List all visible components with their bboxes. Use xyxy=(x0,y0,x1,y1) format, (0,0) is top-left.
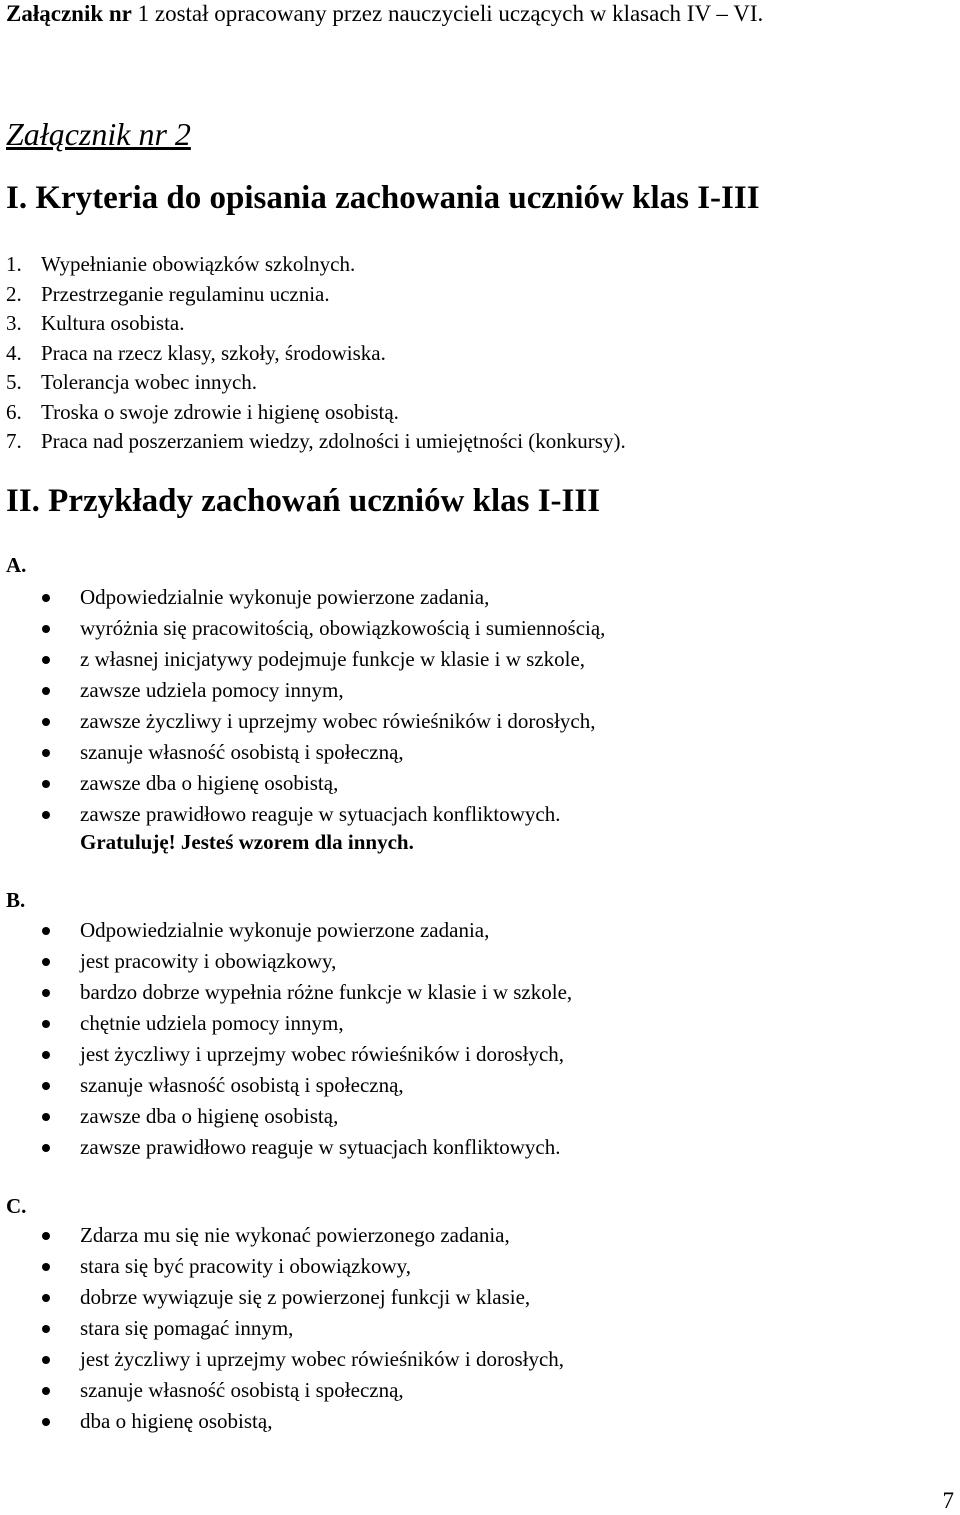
list-item xyxy=(38,706,605,737)
bullet-icon xyxy=(42,1418,50,1426)
list-item xyxy=(38,1101,572,1132)
bullet-icon xyxy=(42,1263,50,1271)
group-c-letter: C. xyxy=(6,1194,27,1218)
group-a-note: Gratuluję! Jesteś wzorem dla innych. xyxy=(80,830,414,854)
criteria-text: Kultura osobista. xyxy=(41,311,185,335)
bullet-icon xyxy=(42,1113,50,1121)
list-item-text: stara się być pracowity i obowiązkowy, xyxy=(80,1254,412,1278)
list-item xyxy=(38,1220,564,1251)
list-item xyxy=(38,737,605,768)
bullet-icon xyxy=(42,1051,50,1059)
section-2-heading: II. Przykłady zachowań uczniów klas I-III xyxy=(6,483,601,519)
list-item xyxy=(38,977,572,1008)
list-item xyxy=(38,1251,564,1282)
list-item-text: zawsze dba o higienę osobistą, xyxy=(80,771,339,795)
bullet-icon xyxy=(42,780,50,788)
criteria-item xyxy=(6,339,626,369)
list-item-text: jest życzliwy i uprzejmy wobec rówieśników i dorosłych, xyxy=(80,1042,565,1066)
bullet-icon xyxy=(42,749,50,757)
list-item xyxy=(38,613,605,644)
group-b-list xyxy=(38,915,572,1163)
list-item-text: dobrze wywiązuje się z powierzonej funkcji w klasie, xyxy=(80,1285,531,1309)
list-item-text: stara się pomagać innym, xyxy=(80,1316,294,1340)
list-item xyxy=(38,1406,564,1437)
list-item-text: z własnej inicjatywy podejmuje funkcje w klasie i w szkole, xyxy=(80,647,586,671)
bullet-icon xyxy=(42,625,50,633)
bullet-icon xyxy=(42,656,50,664)
intro-line xyxy=(6,0,763,28)
list-item-text: Odpowiedzialnie wykonuje powierzone zadania, xyxy=(80,918,490,942)
list-item xyxy=(38,1132,572,1163)
criteria-number: 4. xyxy=(6,340,22,365)
list-item-text: Zdarza mu się nie wykonać powierzonego zadania, xyxy=(80,1223,510,1247)
criteria-item xyxy=(6,398,626,428)
group-b-letter: B. xyxy=(6,888,26,912)
bullet-icon xyxy=(42,1387,50,1395)
list-item xyxy=(38,1344,564,1375)
bullet-icon xyxy=(42,811,50,819)
bullet-icon xyxy=(42,1020,50,1028)
criteria-number: 3. xyxy=(6,311,22,335)
list-item xyxy=(38,1313,564,1344)
bullet-icon xyxy=(42,1294,50,1302)
criteria-text: Praca na rzecz klasy, szkoły, środowiska. xyxy=(41,340,386,365)
annex-title: Załącznik nr 2 xyxy=(6,116,191,152)
criteria-number: 7. xyxy=(6,429,22,453)
criteria-item xyxy=(6,309,626,339)
list-item-text: zawsze życzliwy i uprzejmy wobec rówieśników i dorosłych, xyxy=(80,709,596,733)
section-1-heading: I. Kryteria do opisania zachowania uczniów klas I-III xyxy=(6,180,760,216)
list-item xyxy=(38,1282,564,1313)
page-number: 7 xyxy=(942,1488,954,1513)
list-item-text: dba o higienę osobistą, xyxy=(80,1409,273,1433)
bullet-icon xyxy=(42,718,50,726)
list-item xyxy=(38,1070,572,1101)
list-item xyxy=(38,799,605,830)
list-item-text: jest pracowity i obowiązkowy, xyxy=(80,949,337,973)
bullet-icon xyxy=(42,594,50,602)
criteria-item xyxy=(6,280,626,310)
list-item-text: zawsze prawidłowo reaguje w sytuacjach konfliktowych. xyxy=(80,1135,561,1159)
list-item-text: szanuje własność osobistą i społeczną, xyxy=(80,740,404,764)
group-a-letter: A. xyxy=(6,553,27,577)
criteria-text: Wypełnianie obowiązków szkolnych. xyxy=(41,252,356,276)
bullet-icon xyxy=(42,958,50,966)
criteria-text: Troska o swoje zdrowie i higienę osobistą. xyxy=(41,399,399,424)
intro-bold: Załącznik nr xyxy=(6,1,132,26)
list-item-text: zawsze prawidłowo reaguje w sytuacjach konfliktowych. xyxy=(80,802,561,826)
list-item-text: zawsze dba o higienę osobistą, xyxy=(80,1104,339,1128)
group-a-list xyxy=(38,582,605,830)
bullet-icon xyxy=(42,1232,50,1240)
list-item xyxy=(38,946,572,977)
criteria-number: 5. xyxy=(6,370,22,394)
criteria-text: Tolerancja wobec innych. xyxy=(41,370,258,394)
list-item xyxy=(38,1375,564,1406)
criteria-text: Praca nad poszerzaniem wiedzy, zdolności i umiejętności (konkursy). xyxy=(41,429,626,453)
list-item-text: szanuje własność osobistą i społeczną, xyxy=(80,1378,404,1402)
list-item-text: wyróżnia się pracowitością, obowiązkowością i sumiennością, xyxy=(80,616,606,640)
bullet-icon xyxy=(42,1325,50,1333)
bullet-icon xyxy=(42,687,50,695)
list-item-text: jest życzliwy i uprzejmy wobec rówieśników i dorosłych, xyxy=(80,1347,565,1371)
intro-rest: 1 został opracowany przez nauczycieli uczących w klasach IV – VI. xyxy=(131,1,764,26)
list-item-text: Odpowiedzialnie wykonuje powierzone zadania, xyxy=(80,585,490,609)
bullet-icon xyxy=(42,1082,50,1090)
list-item xyxy=(38,582,605,613)
list-item xyxy=(38,1008,572,1039)
group-c-list xyxy=(38,1220,564,1437)
criteria-number: 1. xyxy=(6,252,22,276)
criteria-text: Przestrzeganie regulaminu ucznia. xyxy=(41,281,330,306)
list-item-text: chętnie udziela pomocy innym, xyxy=(80,1011,344,1035)
list-item xyxy=(38,675,605,706)
bullet-icon xyxy=(42,989,50,997)
list-item xyxy=(38,1039,572,1070)
criteria-number: 2. xyxy=(6,281,22,306)
list-item xyxy=(38,644,605,675)
list-item xyxy=(38,768,605,799)
criteria-item xyxy=(6,368,626,398)
list-item xyxy=(38,915,572,946)
bullet-icon xyxy=(42,927,50,935)
criteria-number: 6. xyxy=(6,399,22,424)
list-item-text: zawsze udziela pomocy innym, xyxy=(80,678,344,702)
bullet-icon xyxy=(42,1356,50,1364)
list-item-text: bardzo dobrze wypełnia różne funkcje w klasie i w szkole, xyxy=(80,980,573,1004)
bullet-icon xyxy=(42,1144,50,1152)
list-item-text: szanuje własność osobistą i społeczną, xyxy=(80,1073,404,1097)
criteria-item xyxy=(6,250,626,280)
criteria-item xyxy=(6,427,626,457)
criteria-list xyxy=(6,250,626,457)
